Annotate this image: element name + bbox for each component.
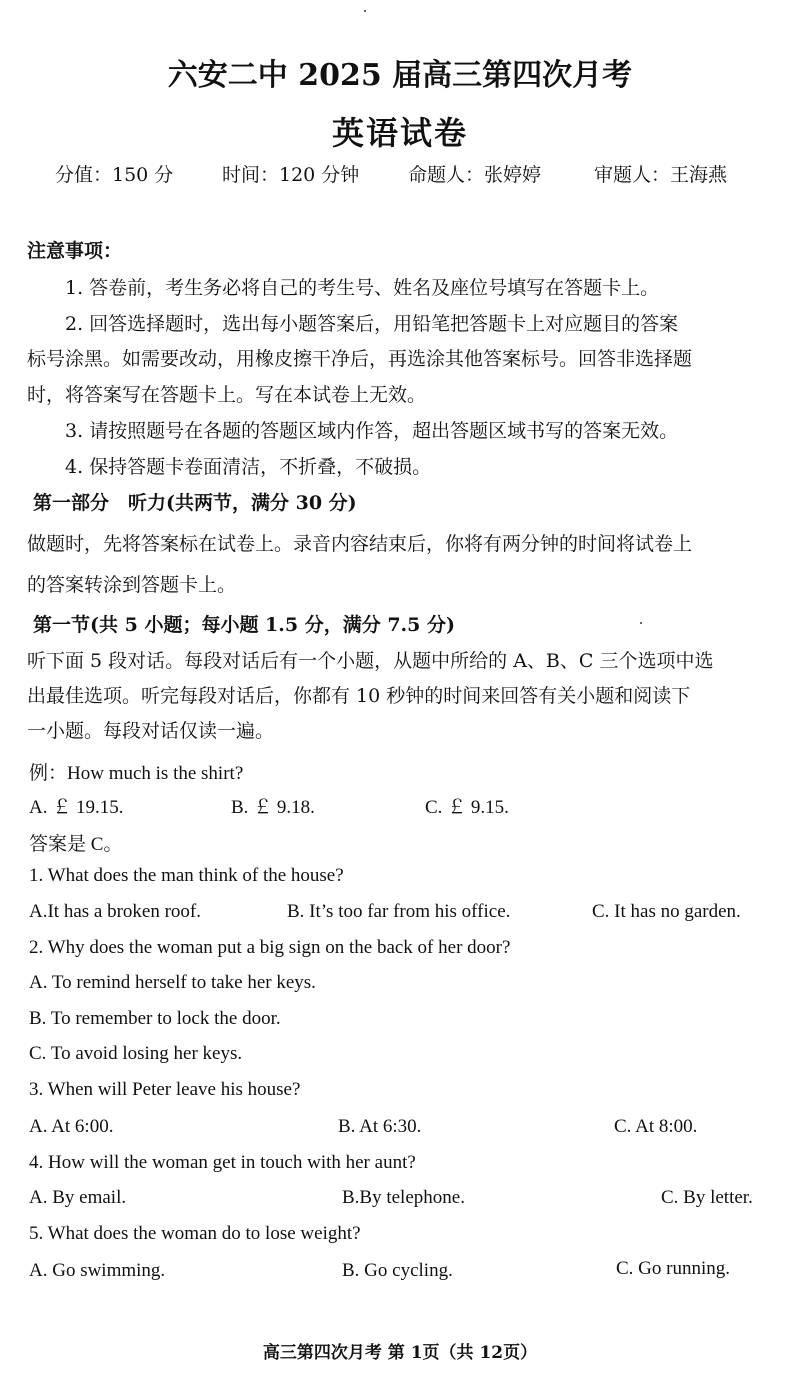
notice-item-2-line3: 时，将答案写在答题卡上。写在本试卷上无效。 (27, 384, 427, 406)
example-question: 例：How much is the shirt? (29, 763, 244, 784)
question-3-option-b: B. At 6:30. (338, 1116, 422, 1137)
part1-instruction-line1: 做题时，先将答案标在试卷上。录音内容结束后，你将有两分钟的时间将试卷上 (27, 533, 693, 555)
question-2-option-a: A. To remind herself to take her keys. (29, 972, 316, 993)
question-1: 1. What does the man think of the house? (29, 865, 344, 886)
question-5-option-b: B. Go cycling. (342, 1260, 453, 1281)
reviewer-info: 审题人：王海燕 (594, 164, 728, 186)
scan-speck (364, 10, 366, 12)
question-1-option-b: B. It’s too far from his office. (287, 901, 511, 922)
section1-instruction-line2: 出最佳选项。听完每段对话后，你都有 10 秒钟的时间来回答有关小题和阅读下 (27, 685, 691, 707)
question-4: 4. How will the woman get in touch with her aunt? (29, 1152, 416, 1173)
question-5-option-a: A. Go swimming. (29, 1260, 166, 1281)
part1-heading: 第一部分 听力(共两节，满分 30 分) (33, 492, 357, 514)
section1-instruction-line1: 听下面 5 段对话。每段对话后有一个小题，从题中所给的 A、B、C 三个选项中选 (27, 650, 714, 672)
question-4-option-b: B.By telephone. (342, 1187, 465, 1208)
scan-speck (640, 622, 642, 624)
exam-title: 六安二中 2025 届高三第四次月考 (167, 58, 633, 93)
part1-instruction-line2: 的答案转涂到答题卡上。 (27, 574, 237, 596)
example-option-b: B. ￡ 9.18. (231, 797, 315, 818)
page-footer: 高三第四次月考 第 1页（共 12页） (262, 1343, 538, 1363)
score-info: 分值：150 分 (55, 164, 174, 186)
question-2: 2. Why does the woman put a big sign on the back of her door? (29, 937, 511, 958)
question-4-option-c: C. By letter. (661, 1187, 753, 1208)
author-info: 命题人：张婷婷 (408, 164, 542, 186)
example-answer: 答案是 C。 (29, 834, 123, 855)
notice-heading: 注意事项： (27, 240, 123, 262)
section1-heading: 第一节(共 5 小题；每小题 1.5 分，满分 7.5 分) (33, 614, 455, 636)
notice-item-3: 3. 请按照题号在各题的答题区域内作答，超出答题区域书写的答案无效。 (65, 420, 679, 442)
notice-item-2-line2: 标号涂黑。如需要改动，用橡皮擦干净后，再选涂其他答案标号。回答非选择题 (27, 348, 693, 370)
question-1-option-a: A.It has a broken roof. (29, 901, 202, 922)
question-5-option-c: C. Go running. (616, 1258, 730, 1279)
example-option-c: C. ￡ 9.15. (425, 797, 509, 818)
exam-subject: 英语试卷 (331, 114, 468, 152)
section1-instruction-line3: 一小题。每段对话仅读一遍。 (27, 720, 275, 742)
question-3: 3. When will Peter leave his house? (29, 1079, 301, 1100)
question-1-option-c: C. It has no garden. (592, 901, 741, 922)
question-5: 5. What does the woman do to lose weight? (29, 1223, 361, 1244)
question-3-option-c: C. At 8:00. (614, 1116, 698, 1137)
time-info: 时间：120 分钟 (222, 164, 360, 186)
notice-item-2-line1: 2. 回答选择题时，选出每小题答案后，用铅笔把答题卡上对应题目的答案 (65, 313, 679, 335)
question-3-option-a: A. At 6:00. (29, 1116, 114, 1137)
question-4-option-a: A. By email. (29, 1187, 127, 1208)
notice-item-4: 4. 保持答题卡卷面清洁，不折叠，不破损。 (65, 456, 432, 478)
notice-item-1: 1. 答卷前，考生务必将自己的考生号、姓名及座位号填写在答题卡上。 (65, 277, 660, 299)
example-option-a: A. ￡ 19.15. (29, 797, 124, 818)
question-2-option-c: C. To avoid losing her keys. (29, 1043, 243, 1064)
question-2-option-b: B. To remember to lock the door. (29, 1008, 281, 1029)
